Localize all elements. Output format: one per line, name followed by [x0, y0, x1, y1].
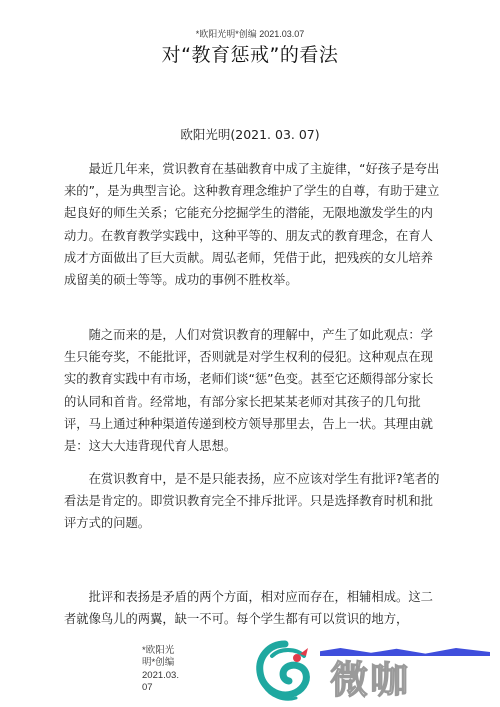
footer-note: *欧阳光明*创编 2021.03.07: [142, 645, 179, 694]
paragraph-3: 在赏识教育中，是不是只能表扬，应不应该对学生有批评?笔者的看法是肯定的。即赏识教育完全不排斥批评。只是选择教育时机和批评方式的问题。: [64, 472, 440, 531]
author-byline: 欧阳光明(2021. 03. 07): [180, 127, 320, 142]
watermark-text: 微咖: [330, 658, 411, 702]
paragraph-2: 随之而来的是，人们对赏识教育的理解中，产生了如此观点：学生只能夸奖，不能批评，否则就是对学生权利的侵犯。这种观点在现实的教育实践中有市场，老师们谈“惩”色变。甚至它还颇得部分家长的认同和首肯。经常地，有部分家长把某某老师对其孩子的几句批评，马上通过种种渠道传递到校方领导那里去，告上一状。其理由就是：这大大违背现代育人思想。: [64, 328, 434, 454]
document-title: 对“教育惩戒”的看法: [161, 44, 339, 66]
paragraph-4: 批评和表扬是矛盾的两个方面，相对应而存在，相辅相成。这二者就像鸟儿的两翼，缺一不可。每个学生都有可以赏识的地方，: [64, 590, 433, 627]
watermark: [250, 632, 500, 707]
dragon-swirl-logo-icon: [250, 636, 320, 704]
header-note: *欧阳光明*创编 2021.03.07: [195, 29, 305, 39]
paragraph-1: 最近几年来，赏识教育在基础教育中成了主旋律，“好孩子是夸出来的”，是为典型言论。这种教育理念维护了学生的自尊，有助于建立起良好的师生关系；它能充分挖掘学生的潜能，无限地激发学生的内动力。在教育教学实践中，这种平等的、朋友式的教育理念，在育人成才方面做出了巨大贡献。周弘老师，凭借于此，把残疾的女儿培养成留美的硕士等等。成功的事例不胜枚举。: [64, 162, 440, 288]
